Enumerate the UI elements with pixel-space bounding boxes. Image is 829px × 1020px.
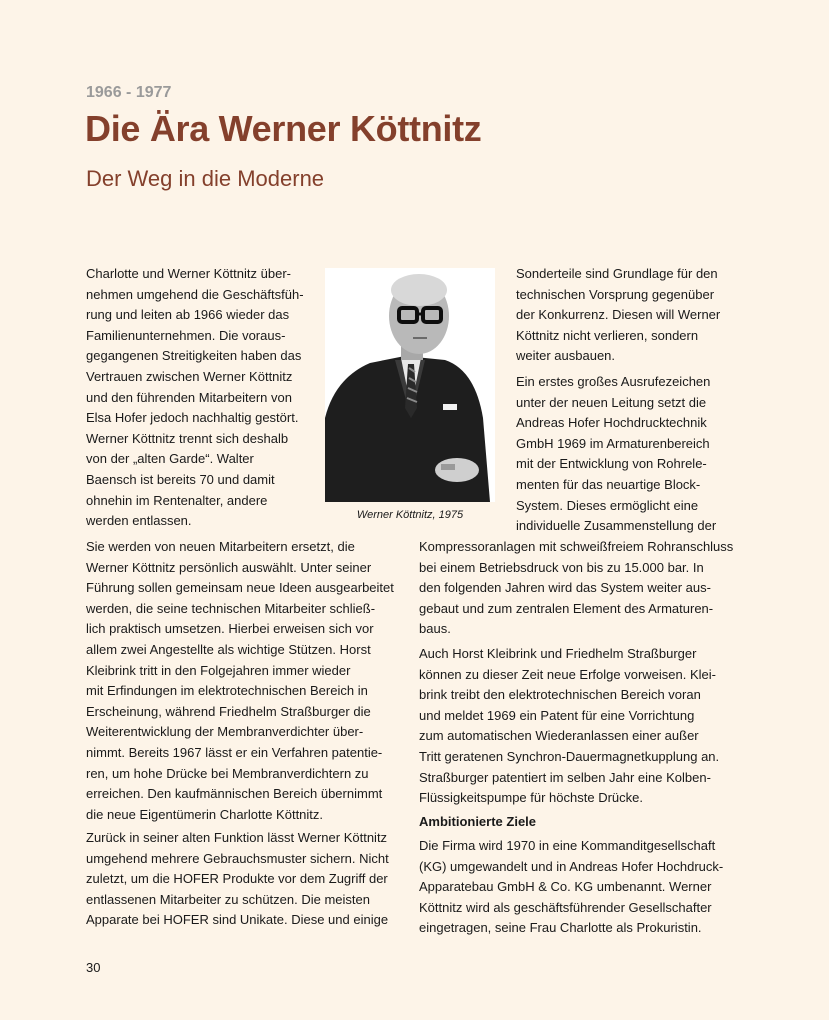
text-line: Apparate bei HOFER sind Unikate. Diese und einige [86,912,389,928]
text-line: den folgenden Jahren wird das System weiter aus- [419,580,711,596]
text-line: weiter ausbauen. [516,348,616,364]
text-line: erreichen. Den kaufmännischen Bereich übernimmt [86,786,383,802]
text-line: ren, um hohe Drücke bei Membranverdichtern zu [86,765,369,781]
text-line: Weiterentwicklung der Membranverdichter über- [86,724,364,740]
text-line: Baensch ist bereits 70 und damit [86,471,275,487]
text-line: werden, die seine technischen Mitarbeiter schließ- [86,600,376,616]
paragraph-left-3 [86,828,389,931]
text-line: lich praktisch umsetzen. Hierbei erweisen sich vor [86,621,374,637]
photo-caption: Werner Köttnitz, 1975 [356,509,464,521]
text-line: nimmt. Bereits 1967 lässt er ein Verfahren patentie- [86,744,383,760]
text-line: Vertrauen zwischen Werner Köttnitz [86,368,293,384]
text-line: gegangenen Streitigkeiten haben das [86,348,302,364]
chapter-subtitle: Der Weg in die Moderne [86,166,325,191]
text-line: Charlotte und Werner Köttnitz über- [86,266,291,281]
text-line: Sie werden von neuen Mitarbeitern ersetzt, die [86,539,355,554]
text-line: rung und leiten ab 1966 wieder das [86,307,290,323]
text-line: Köttnitz nicht verlieren, sondern [516,327,699,343]
text-line: individuelle Zusammenstellung der [516,518,717,534]
text-line: werden entlassen. [86,513,192,529]
text-line: mit der Entwicklung von Rohrele- [516,456,707,472]
text-line: Ein erstes großes Ausrufezeichen [516,374,711,389]
text-line: umgehend mehrere Gebrauchsmuster sichern. Nicht [86,850,389,866]
text-line: baus. [419,621,451,637]
text-line: Führung sollen gemeinsam neue Ideen ausgearbeitet [86,580,394,596]
text-line: Andreas Hofer Hochdrucktechnik [516,415,707,431]
chapter-years: 1966 - 1977 [86,84,172,101]
portrait-illustration [325,268,495,502]
text-line: und den führenden Mitarbeitern von [86,389,292,405]
text-line: und meldet 1969 ein Patent für eine Vorrichtung [419,707,695,723]
text-line: unter der neuen Leitung setzt die [516,394,707,410]
text-line: Erscheinung, während Friedhelm Straßburger die [86,703,371,719]
text-line: Sonderteile sind Grundlage für den [516,266,718,281]
text-line: Familienunternehmen. Die voraus- [86,327,286,343]
text-line: ohnehin im Rentenalter, andere [86,492,268,508]
page-number: 30 [86,960,101,975]
text-line: von der „alten Garde“. Walter [86,451,254,467]
paragraph-right-2-wide [419,537,733,640]
text-line: die neue Eigentümerin Charlotte Köttnitz. [86,806,324,822]
text-line: Kleibrink tritt in den Folgejahren immer wieder [86,662,351,678]
text-line: Zurück in seiner alten Funktion lässt Werner Köttnitz [86,830,388,845]
paragraph-right-3 [419,644,719,809]
text-line: Auch Horst Kleibrink und Friedhelm Straßburger [419,646,697,661]
text-line: entlassenen Mitarbeiter zu schützen. Die meisten [86,891,370,907]
chapter-title: Die Ära Werner Köttnitz [85,108,482,149]
text-line: Tritt geratenen Synchron-Dauermagnetkupplung an. [419,748,720,764]
text-line: brink treibt den elektrotechnischen Bereich voran [419,687,701,703]
paragraph-right-4 [419,836,723,939]
paragraph-left-2 [86,537,394,825]
text-line: zuletzt, um die HOFER Produkte vor dem Zugriff der [86,871,388,887]
text-line: Werner Köttnitz trennt sich deshalb [86,430,289,446]
paragraph-right-1 [516,264,720,367]
text-line: technischen Vorsprung gegenüber [516,286,715,302]
text-line: Die Firma wird 1970 in eine Kommanditgesellschaft [419,838,716,853]
text-line: bei einem Betriebsdruck von bis zu 15.000 bar. In [419,559,704,575]
text-line: System. Dieses ermöglicht eine [516,497,699,513]
text-line: GmbH 1969 im Armaturenbereich [516,435,710,451]
text-line: Straßburger patentiert im selben Jahr eine Kolben- [419,769,711,785]
text-line: allem zwei Angestellte als wichtige Stützen. Horst [86,641,371,657]
paragraph-left-1 [86,264,304,532]
text-line: nehmen umgehend die Geschäftsfüh- [86,286,304,302]
text-line: Flüssigkeitspumpe für höchste Drücke. [419,790,643,806]
text-line: mit Erfindungen im elektrotechnischen Bereich in [86,683,368,699]
text-line: Kompressoranlagen mit schweißfreiem Rohranschluss [419,539,734,554]
text-line: der Konkurrenz. Diesen will Werner [516,307,721,323]
paragraph-right-2-narrow [516,372,716,537]
text-line: Köttnitz wird als geschäftsführender Gesellschafter [419,899,712,915]
text-line: menten für das neuartige Block- [516,476,701,492]
section-heading: Ambitionierte Ziele [419,814,537,829]
text-line: Werner Köttnitz persönlich auswählt. Unter seiner [86,559,372,575]
text-line: Elsa Hofer jedoch nachhaltig gestört. [86,410,299,426]
text-line: (KG) umgewandelt und in Andreas Hofer Hochdruck- [419,858,724,874]
portrait-photo [325,268,495,502]
text-line: gebaut und zum zentralen Element des Armaturen- [419,600,714,616]
text-line: können zu dieser Zeit neue Erfolge vorweisen. Klei- [419,666,716,682]
text-line: zum automatischen Wiederanlassen einer außer [419,728,699,744]
text-line: eingetragen, seine Frau Charlotte als Prokuristin. [419,920,702,936]
text-line: Apparatebau GmbH & Co. KG umbenannt. Werner [419,879,712,895]
